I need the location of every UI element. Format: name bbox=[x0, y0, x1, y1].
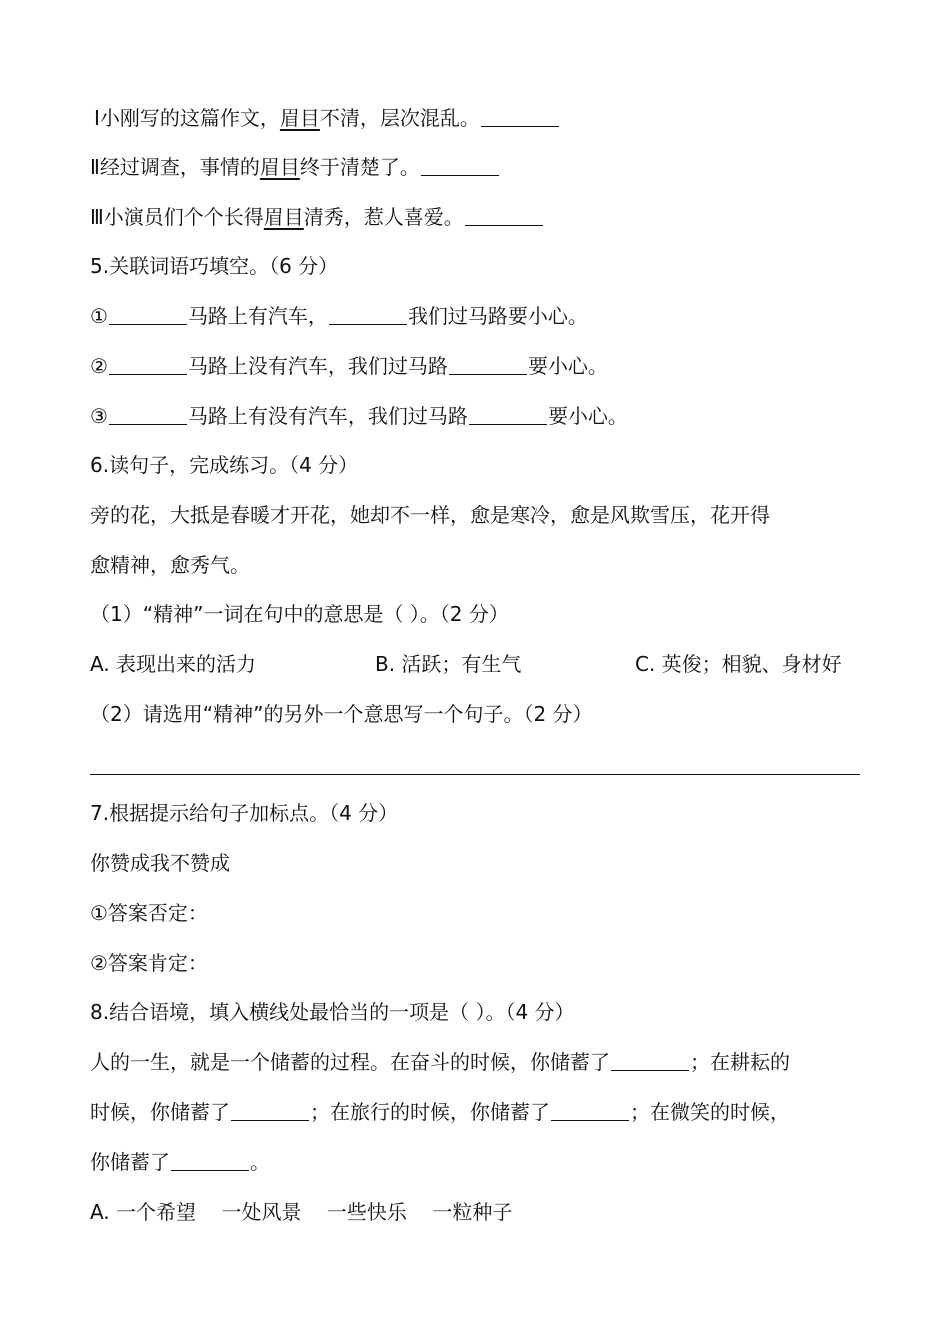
q6-sub-question-1: （1）“精神”一词在句中的意思是（ ）。（2 分） bbox=[90, 602, 509, 626]
q7-title: 7.根据提示给句子加标点。（4 分） bbox=[90, 801, 399, 825]
answer-blank[interactable] bbox=[449, 352, 527, 375]
answer-blank[interactable] bbox=[469, 402, 547, 425]
q7-positive-answer: ②答案肯定： bbox=[90, 951, 208, 975]
q6-options bbox=[90, 644, 865, 684]
q6-sub-question-2: （2）请选用“精神”的另外一个意思写一个句子。（2 分） bbox=[90, 702, 593, 726]
answer-blank[interactable] bbox=[465, 203, 543, 226]
answer-blank[interactable] bbox=[109, 402, 187, 425]
q5-row-2: ② 马路上没有汽车，我们过马路 要小心。 bbox=[90, 354, 608, 378]
q8-passage-line-3: 你储蓄了 。 bbox=[90, 1150, 270, 1174]
answer-blank[interactable] bbox=[329, 302, 407, 325]
q7-sentence: 你赞成我不赞成 bbox=[90, 851, 230, 875]
answer-blank[interactable] bbox=[109, 302, 187, 325]
q8-passage-line-2: 时候，你储蓄了 ；在旅行的时候，你储蓄了 ；在微笑的时候， bbox=[90, 1100, 790, 1124]
q5-row-3: ③ 马路上有没有汽车，我们过马路 要小心。 bbox=[90, 404, 628, 428]
q7-negative-answer: ①答案否定： bbox=[90, 901, 208, 925]
answer-blank[interactable] bbox=[551, 1098, 629, 1121]
q6-passage-line-2: 愈精神，愈秀气。 bbox=[90, 553, 250, 577]
q4-item-3: Ⅲ小演员们个个长得眉目清秀，惹人喜爱。 bbox=[90, 197, 865, 237]
answer-blank[interactable] bbox=[611, 1048, 689, 1071]
option-c: C. 英俊；相貌、身材好 bbox=[635, 652, 842, 676]
option-a: A. 表现出来的活力 bbox=[90, 652, 257, 676]
q8-option-a: A. 一个希望 一处风景 一些快乐 一粒种子 bbox=[90, 1200, 513, 1224]
underlined-word: 眉目 bbox=[279, 106, 320, 130]
q8-passage-line-1: 人的一生，就是一个储蓄的过程。在奋斗的时候，你储蓄了 ；在耕耘的 bbox=[90, 1050, 790, 1074]
q8-title: 8.结合语境，填入横线处最恰当的一项是（ ）。（4 分） bbox=[90, 1000, 575, 1024]
option-b: B. 活跃；有生气 bbox=[375, 652, 522, 676]
answer-blank[interactable] bbox=[171, 1148, 249, 1171]
q4-item-2: Ⅱ经过调查，事情的眉目终于清楚了。 bbox=[90, 147, 865, 187]
answer-blank[interactable] bbox=[109, 352, 187, 375]
underlined-word: 眉目 bbox=[263, 205, 304, 229]
q5-row-1: ① 马路上有汽车， 我们过马路要小心。 bbox=[90, 304, 588, 328]
answer-blank[interactable] bbox=[421, 153, 499, 176]
q6-passage-line-1: 旁的花，大抵是春暖才开花，她却不一样，愈是寒冷，愈是风欺雪压，花开得 bbox=[90, 503, 770, 527]
q6-title: 6.读句子，完成练习。（4 分） bbox=[90, 453, 359, 477]
answer-blank[interactable] bbox=[231, 1098, 309, 1121]
underlined-word: 眉目 bbox=[259, 155, 300, 179]
answer-blank[interactable] bbox=[481, 104, 559, 127]
q5-title: 5.关联词语巧填空。（6 分） bbox=[90, 254, 339, 278]
q4-item-1: Ⅰ小刚写的这篇作文，眉目不清，层次混乱。 bbox=[94, 98, 869, 138]
answer-writing-line[interactable] bbox=[90, 774, 860, 775]
